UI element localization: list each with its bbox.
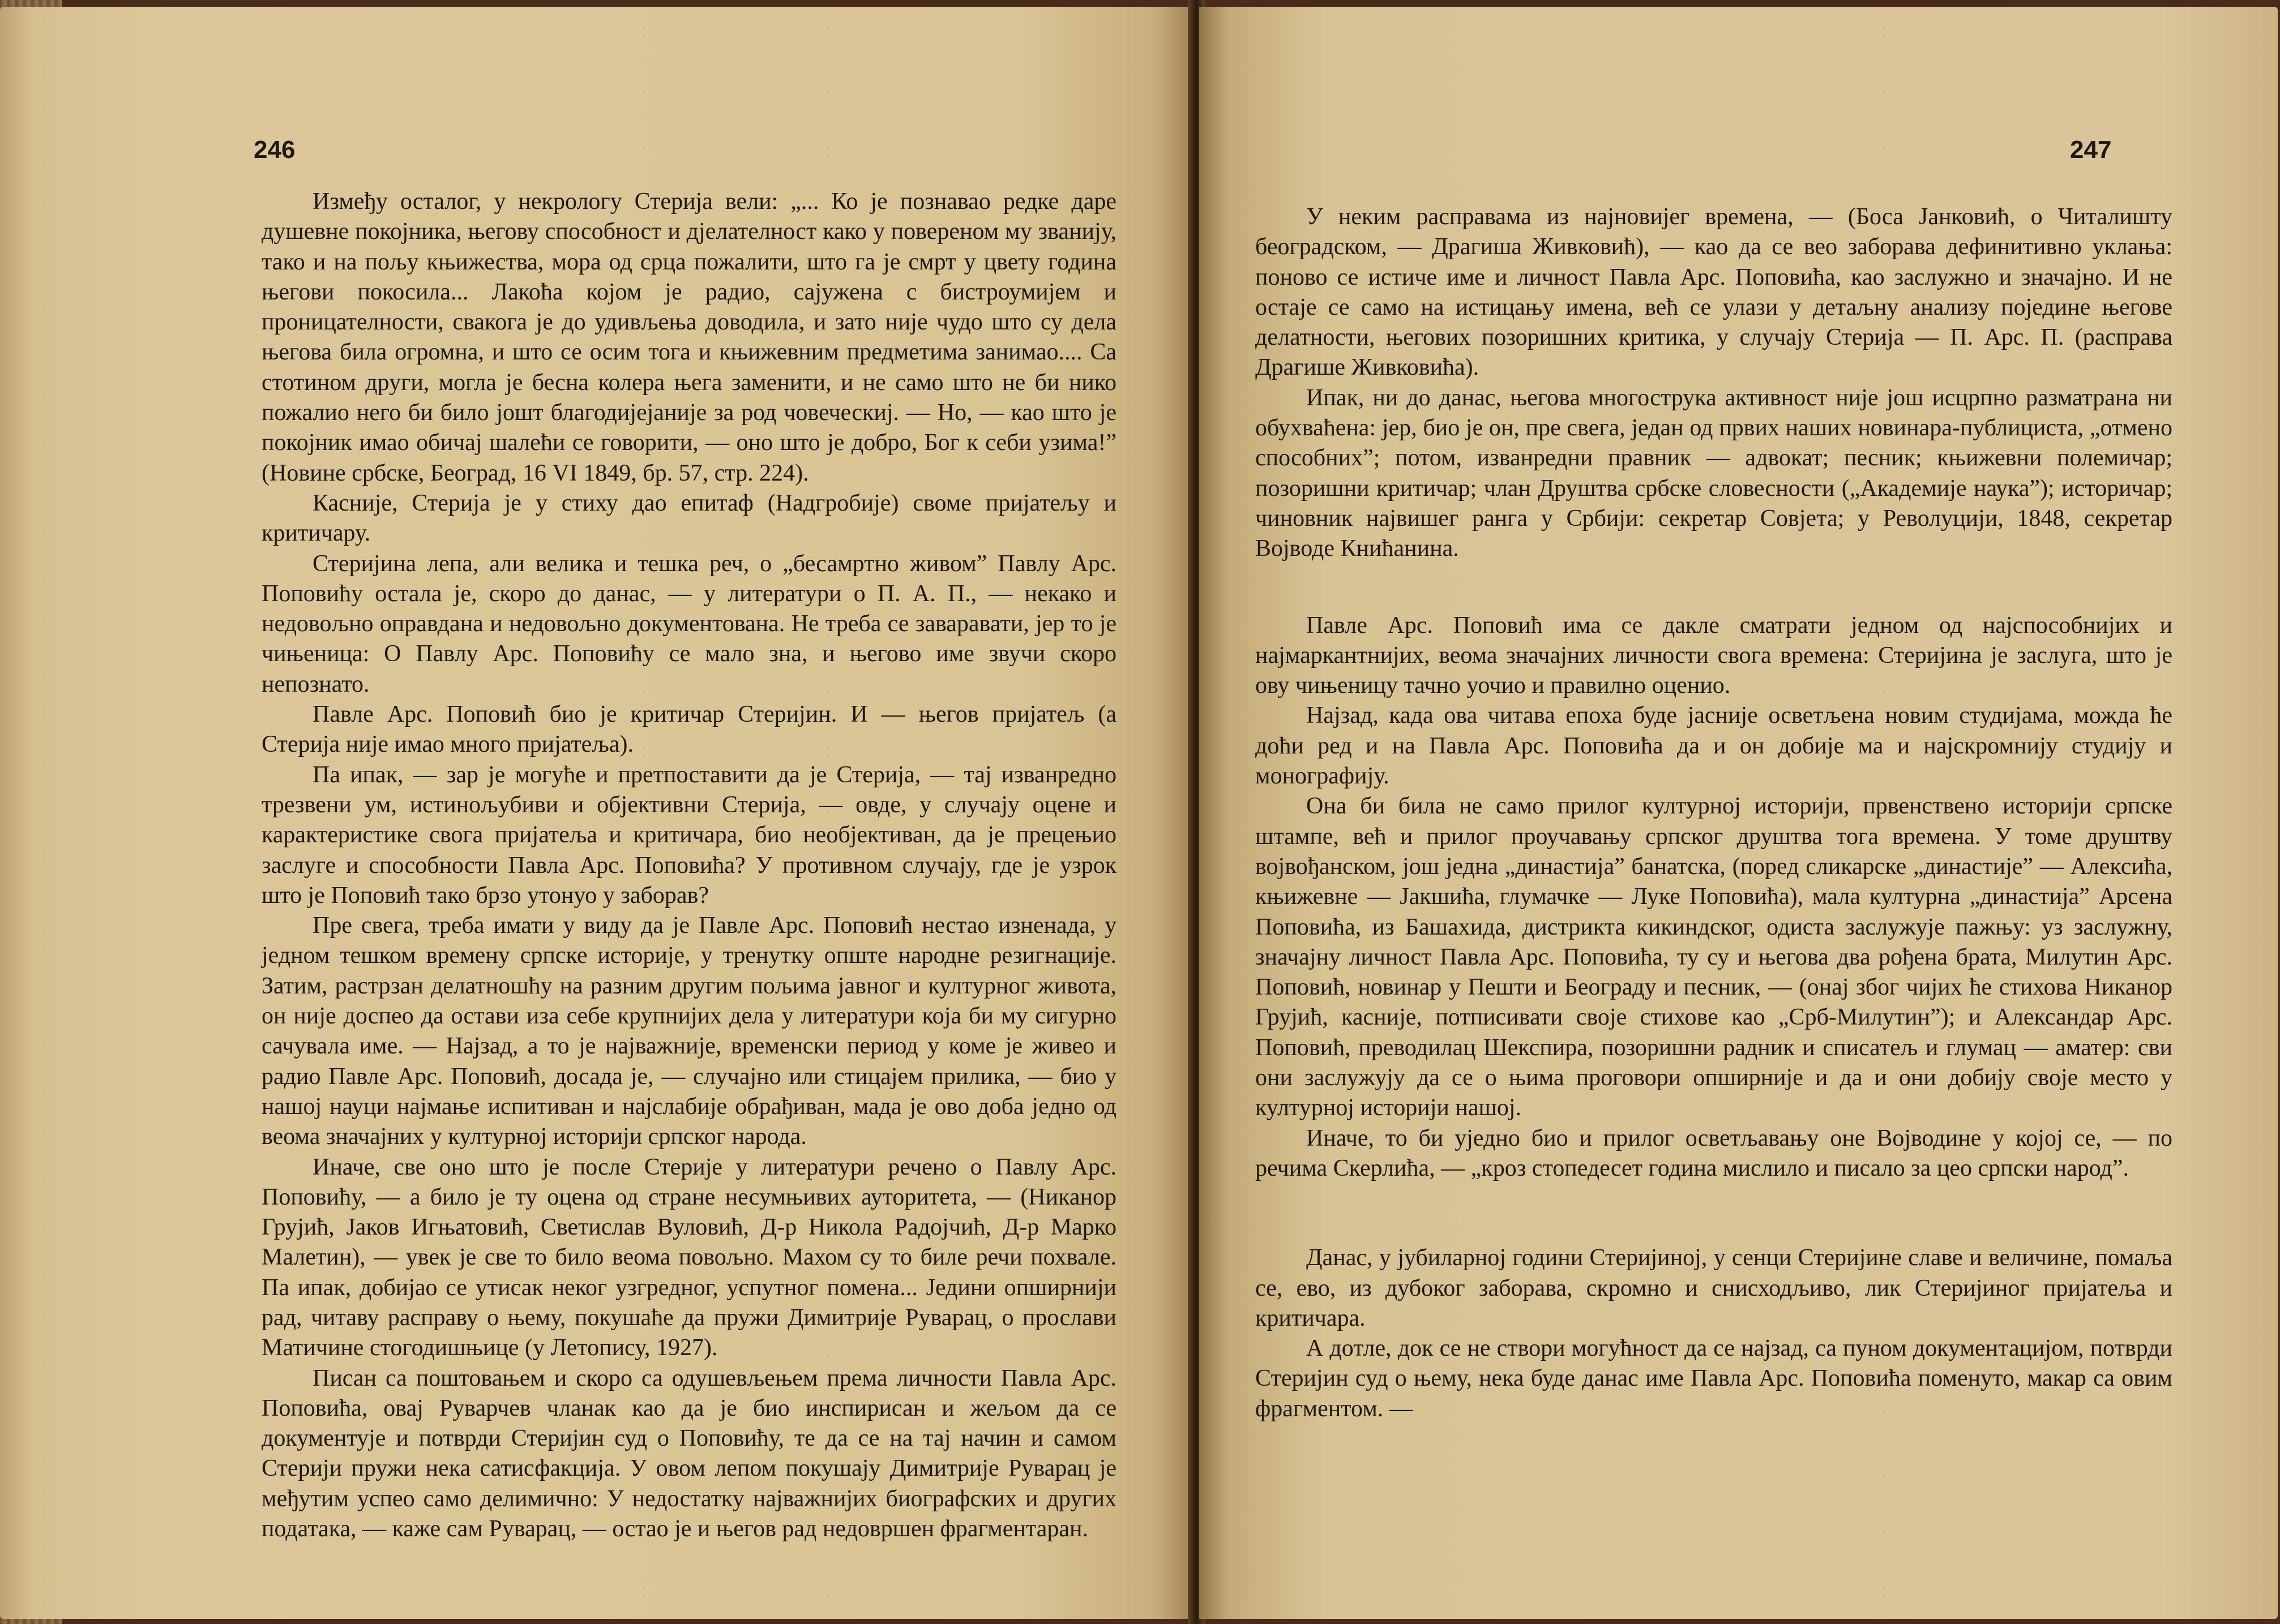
paragraph: Иначе, све оно што је после Стерије у литератури речено о Павлу Арс. Поповићу, — а било је ту оцена од стране несумњивих ауторитета, — (Никанор Грујић, Јаков Игњатовић, Светислав Вуловић, Д-р Никола Радојчић, Д-р Марко Малетин), — увек је све то било веома повољно. Махом су то биле речи похвале. Па ипак, добијао се утисак неког узгредног, успутног помена... Једини опширнији рад, читаву расправу о њему, покушаће да пружи Димитрије Руварац, о прослави Матичине стогодишњице (у Летопису, 1927).: [262, 1154, 1117, 1361]
paragraph: Данас, у јубиларној години Стеријиној, у сенци Стеријине славе и величине, помаља се, ево, из дубоког заборава, скромно и снисходљиво, лик Стеријиног пријатеља и критичара.: [1255, 1245, 2172, 1331]
left-page-text: [262, 187, 1117, 1544]
left-page: [0, 7, 1195, 1619]
paragraph: Пре свега, треба имати у виду да је Павле Арс. Поповић нестао изненада, у једном тешком времену српске историје, у тренутку опште народне резигнације. Затим, растрзан делатношћу на разним другим пољима јавног и културног живота, он није доспео да остави иза себе крупнијих дела у литератури која би му сигурно сачувала име. — Најзад, а то је најважније, временски период у коме је живео и радио Павле Арс. Поповић, досада је, — случајно или стицајем прилика, — био у нашој науци најмање испитиван и најслабије обрађиван, мада је ово доба једно од веома значајних у културној историји српског народа.: [262, 912, 1117, 1150]
paragraph: Стеријина лепа, али велика и тешка реч, о „бесамртно живом” Павлу Арс. Поповићу остала је, скоро до данас, — у литератури о П. А. П., — некако и недовољно оправдана и недовољно документована. Не треба се заваравати, јер то је чињеница: О Павлу Арс. Поповићу се мало зна, и његово име звучи скоро непознато.: [262, 550, 1117, 697]
paragraph: Иначе, то би уједно био и прилог осветљавању оне Војводине у којој се, — по речима Скерлића, — „кроз стопедесет година мислило и писало за цео српски народ”.: [1255, 1125, 2172, 1181]
page-number-right: 247: [2070, 136, 2112, 164]
page-number-left: 246: [254, 136, 296, 164]
right-page-text: [1255, 202, 2172, 1424]
paragraph: Касније, Стерија је у стиху дао епитаф (Надгробије) своме пријатељу и критичару.: [262, 490, 1117, 547]
paragraph: А дотле, док се не створи могућност да се најзад, са пуном документацијом, потврди Стеријин суд о њему, нека буде данас име Павла Арс. Поповића поменуто, макар са овим фрагментом. —: [1255, 1335, 2172, 1422]
paragraph: Писан са поштовањем и скоро са одушевљењем према личности Павла Арс. Поповића, овај Руварчев чланак као да је био инспирисан и жељом да се документује и потврди Стеријин суд о Поповићу, те да се на тај начин и самом Стерији пружи нека сатисфакција. У овом лепом покушају Димитрије Руварац је међутим успео само делимично: У недостатку најважнијих биографских и других података, — каже сам Руварац, — остао је и његов рад недовршен фрагментаран.: [262, 1365, 1117, 1542]
right-page: [1199, 7, 2278, 1619]
paragraph: Ипак, ни до данас, његова многострука активност није још исцрпно разматрана ни обухваћена: јер, био је он, пре свега, један од првих наших новинара-публициста, „отмено способних”; потом, изванредни правник — адвокат; песник; књижевни полемичар; позоришни критичар; члан Друштва србске словесности („Академије наука”); историчар; чиновник највишег ранга у Србији: секретар Совјета; у Револуцији, 1848, секретар Војводе Книћанина.: [1255, 384, 2172, 562]
paragraph: У неким расправама из најновијег времена, — (Боса Јанковић, о Читалишту београдском, — Драгиша Живковић), — као да се вео заборава дефинитивно уклања: поново се истиче име и личност Павла Арс. Поповића, као заслужно и значајно. И не остаје се само на истицању имена, већ се улази у детаљну анализу поједине његове делатности, његових позоришних критика, у случају Стерија — П. Арс. П. (расправа Драгише Живковића).: [1255, 204, 2172, 381]
paragraph: Она би била не само прилог културној историји, првенствено историји српске штампе, већ и прилог проучавању српског друштва тога времена. У томе друштву војвођанском, још једна „династија” банатска, (поред сликарске „династије” — Алексића, књижевне — Јакшића, глумачке — Луке Поповића), мала културна „династија” Арсена Поповића, из Башахида, дистрикта кикиндског, одиста заслужује пажњу: уз заслужну, значајну личност Павла Арс. Поповића, ту су и његова два рођена брата, Милутин Арс. Поповић, новинар у Пешти и Београду и песник, — (онај због чијих ће стихова Никанор Грујић, касније, потписивати своје стихове као „Срб-Милутин”); и Александар Арс. Поповић, преводилац Шекспира, позоришни радник и списатељ и глумац — аматер: сви они заслужују да се о њима проговори опширније и да и они добију своје место у културној историји нашој.: [1255, 793, 2172, 1121]
paragraph: Павле Арс. Поповић има се дакле сматрати једном од најспособнијих и најмаркантнијих, веома значајних личности свога времена: Стеријина је заслуга, што је ову чињеницу тачно уочио и правилно оценио.: [1255, 612, 2172, 699]
paragraph: Између осталог, у некрологу Стерија вели: „... Ко је познавао редке даре душевне покојника, његову способност и дјелателност како у повереном му званију, тако и на пољу књижества, мора од срца пожалити, што га је смрт у цвету година његови покосила... Лакоћа којом је радио, сајужена с бистроумијем и проницателности, свакога је до удивљења доводила, и зато није чудо што су дела његова била огромна, и што се осим тога и књижевним предметима занимао.... Са стотином други, могла је бесна колера њега заменити, и не само што не би нико пожалио него би било јошт благодијејаније за род човеческиј. — Но, — као што је покојник имао обичај шалећи се говорити, — оно што је добро, Бог к себи узима!” (Новине србске, Београд, 16 VI 1849, бр. 57, стр. 224).: [262, 188, 1117, 486]
paragraph: Павле Арс. Поповић био је критичар Стеријин. И — његов пријатељ (а Стерија није имао много пријатеља).: [262, 701, 1117, 758]
paragraph: Па ипак, — зар је могуће и претпоставити да је Стерија, — тај изванредно трезвени ум, истинољубиви и објективни Стерија, — овде, у случају оцене и карактеристике свога пријатеља и критичара, био необјективан, да је прецењио заслуге и способности Павла Арс. Поповића? У противном случају, где је узрок што је Поповић тако брзо утонуо у заборав?: [262, 761, 1117, 909]
paragraph: Најзад, када ова читава епоха буде јасније осветљена новим студијама, можда ће доћи ред и на Павла Арс. Поповића да и он добије ма и најскромнију студију и монографију.: [1255, 702, 2172, 790]
